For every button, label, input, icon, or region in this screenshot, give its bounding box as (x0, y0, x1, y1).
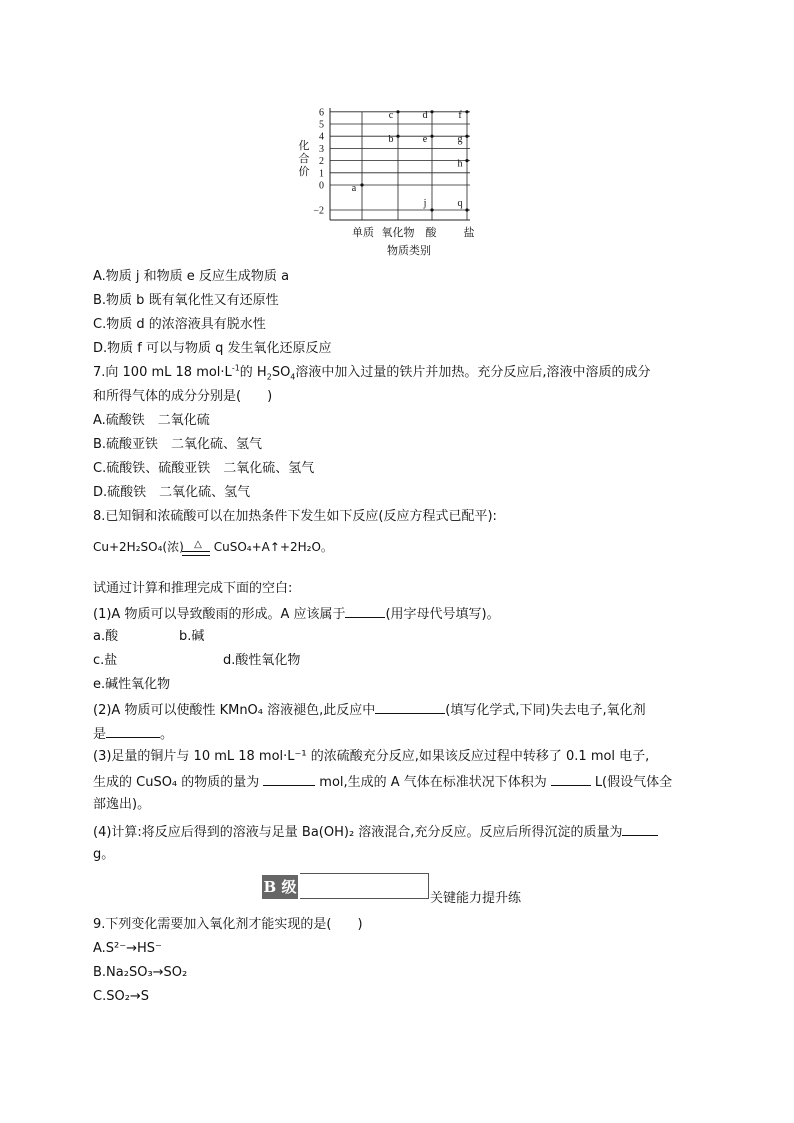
q8-part3: (3)足量的铜片与 10 mL 18 mol·L⁻¹ 的浓硫酸充分反应,如果该反应过程中转移了 0.1 mol 电子, (93, 749, 650, 764)
q7-stem (93, 364, 651, 382)
q7-stem-sub: 2 (266, 372, 272, 382)
answer-blank[interactable] (622, 822, 658, 836)
q8-options-row2 (93, 652, 301, 670)
x-tick-label: 氧化物 (381, 226, 415, 239)
q9-option-c: C.SO₂→S (93, 989, 150, 1004)
x-tick-label: 单质 (352, 226, 374, 239)
q8-equation (93, 538, 333, 555)
q8-part2-text: (填写化学式,下同)失去电子,氧化剂 (445, 703, 646, 718)
q6-option-b: B.物质 b 既有氧化性又有还原性 (93, 293, 279, 308)
data-point (430, 135, 433, 138)
q7-stem-part: 的 H (239, 365, 267, 380)
data-point (396, 135, 399, 138)
q6-option-a: A.物质 j 和物质 e 反应生成物质 a (93, 269, 290, 284)
q8-part2-line2 (93, 724, 173, 744)
data-point-label: b (388, 134, 394, 146)
q8-part2-text: (2)A 物质可以使酸性 KMnO₄ 溶液褪色,此反应中 (93, 703, 376, 718)
q8-part3-text: mol,生成的 A 气体在标准状况下体积为 (319, 775, 547, 790)
y-tick-label: 4 (319, 131, 324, 143)
q8-part1 (93, 604, 500, 624)
data-point-label: j (423, 198, 427, 209)
y-axis-label: 合 (298, 152, 310, 165)
y-axis-label: 价 (298, 165, 310, 178)
q8-part4-text: (4)计算:将反应后得到的溶液与足量 Ba(OH)₂ 溶液混合,充分反应。反应后所得沉淀的质量为 (93, 825, 623, 840)
answer-blank[interactable] (345, 604, 385, 618)
data-point (465, 110, 468, 113)
q8-options-row1 (93, 628, 205, 646)
q6-option-d: D.物质 f 可以与物质 q 发生氧化还原反应 (93, 341, 332, 356)
q9-option-b: B.Na₂SO₃→SO₂ (93, 965, 188, 980)
section-level-badge: B 级 (262, 875, 298, 899)
y-tick-label: 0 (319, 180, 324, 192)
option-c: c.盐 (93, 653, 118, 668)
q7-stem-part: 溶液中加入过量的铁片并加热。充分反应后,溶液中溶质的成分 (295, 365, 651, 380)
q8-part1-tail: (用字母代号填写)。 (385, 607, 500, 622)
answer-blank[interactable] (106, 724, 160, 738)
q8-part2 (93, 700, 646, 720)
x-tick-label: 酸 (425, 226, 437, 239)
q8-part2-text: 。 (160, 727, 174, 742)
option-a: a.酸 (93, 629, 119, 644)
q7-option-a: A.硫酸铁 二氧化硫 (93, 413, 210, 428)
q7-option-b: B.硫酸亚铁 二氧化硫、氢气 (93, 437, 263, 452)
valence-category-chart (292, 104, 492, 262)
q8-part4-line2: g。 (93, 847, 115, 862)
data-point (430, 208, 433, 211)
q8-options-row3: e.碱性氧化物 (93, 677, 171, 692)
y-axis-label: 化 (298, 139, 310, 152)
y-tick-label: 6 (319, 107, 324, 119)
data-point-label: q (457, 198, 463, 209)
q9-stem: 9.下列变化需要加入氧化剂才能实现的是( ) (93, 917, 363, 932)
equation-left: Cu+2H₂SO₄(浓) (93, 540, 184, 554)
q9-option-a: A.S²⁻→HS⁻ (93, 941, 162, 956)
data-point (430, 110, 433, 113)
y-tick-label: −2 (313, 205, 324, 217)
option-b: b.碱 (179, 629, 205, 644)
data-point (465, 135, 468, 138)
answer-blank[interactable] (551, 772, 591, 786)
y-tick-label: 2 (319, 156, 324, 168)
data-point-label: d (422, 109, 428, 121)
data-point (396, 110, 399, 113)
q8-part3-text: L(假设气体全 (594, 775, 673, 790)
equation-right: CuSO₄+A↑+2H₂O。 (213, 540, 333, 554)
data-point (465, 208, 468, 211)
q8-part3-line3: 部逸出)。 (93, 797, 151, 812)
data-point (465, 159, 468, 162)
q7-stem-line2: 和所得气体的成分分别是( ) (93, 389, 273, 404)
q8-part1-text: (1)A 物质可以导致酸雨的形成。A 应该属于 (93, 607, 346, 622)
answer-blank[interactable] (375, 700, 445, 714)
x-tick-label: 盐 (463, 226, 475, 239)
data-point-label: c (388, 109, 394, 121)
q8-part3-text: 生成的 CuSO₄ 的物质的量为 (93, 775, 260, 790)
q8-part3-line2 (93, 772, 672, 792)
q8-part4 (93, 822, 658, 842)
q6-option-c: C.物质 d 的浓溶液具有脱水性 (93, 317, 266, 332)
data-point-label: h (457, 158, 463, 170)
q7-option-c: C.硫酸铁、硫酸亚铁 二氧化硫、氢气 (93, 461, 315, 476)
q7-stem-sup: -1 (231, 363, 240, 373)
q8-intro: 试通过计算和推理完成下面的空白: (93, 581, 293, 596)
y-tick-label: 1 (319, 168, 324, 180)
data-point-label: g (457, 134, 463, 146)
q8-stem: 8.已知铜和浓硫酸可以在加热条件下发生如下反应(反应方程式已配平): (93, 509, 497, 524)
q7-stem-part: 7.向 100 mL 18 mol·L (93, 365, 232, 380)
q8-part2-text: 是 (93, 727, 107, 742)
data-point (360, 183, 363, 186)
q7-stem-sub: 4 (290, 372, 296, 382)
equation-double-line (182, 551, 210, 556)
data-point-label: e (422, 134, 428, 146)
data-point-label: f (458, 109, 462, 121)
option-d: d.酸性氧化物 (223, 653, 301, 668)
x-axis-label: 物质类别 (387, 244, 431, 257)
y-tick-label: 3 (319, 143, 324, 155)
q7-option-d: D.硫酸铁 二氧化硫、氢气 (93, 485, 251, 500)
section-title-box (300, 873, 429, 899)
data-point-label: a (351, 183, 357, 194)
section-title: 关键能力提升练 (430, 891, 522, 906)
q7-stem-part: SO (271, 365, 291, 380)
y-tick-label: 5 (319, 119, 324, 131)
answer-blank[interactable] (263, 772, 315, 786)
heat-condition-symbol: △ (194, 539, 202, 550)
